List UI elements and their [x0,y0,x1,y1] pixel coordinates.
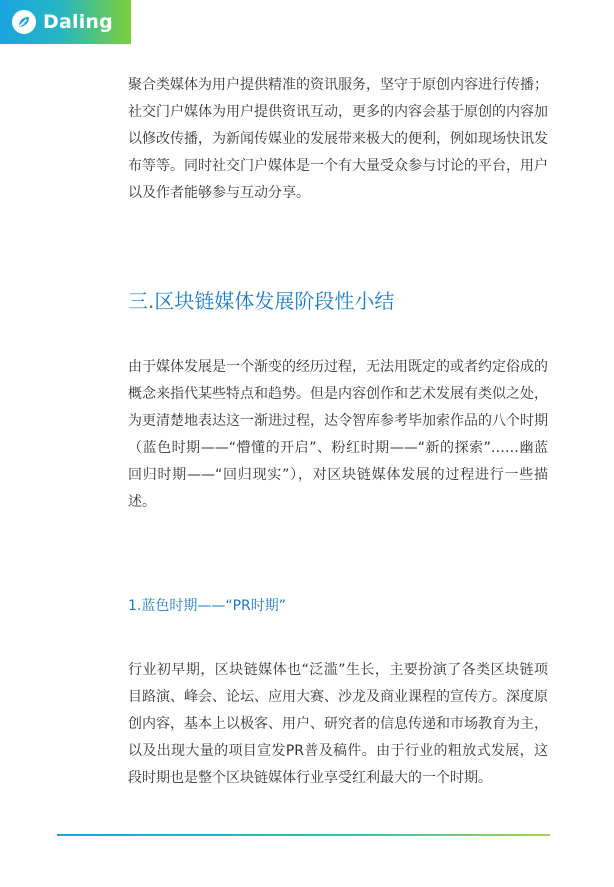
leaf-icon [12,10,36,34]
paragraph-pr-period: 行业初早期，区块链媒体也“泛滥”生长，主要扮演了各类区块链项目路演、峰会、论坛、应用大赛、沙龙及商业课程的宣传方。深度原创内容，基本上以极客、用户、研究者的信息传递和市场教育为主，以及出现大量的项目宣发PR普及稿件。由于行业的粗放式发展，这段时期也是整个区块链媒体行业享受红利最大的一个时期。 [128,662,548,786]
brand-name: Daling [43,11,113,33]
paragraph-social-media: 聚合类媒体为用户提供精准的资讯服务，坚守于原创内容进行传播；社交门户媒体为用户提供资讯互动，更多的内容会基于原创的内容加以修改传播，为新闻传媒业的发展带来极大的便利，例如现场快讯发布等等。同时社交门户媒体是一个有大量受众参与讨论的平台，用户以及作者能够参与互动分享。 [128,77,548,201]
subsection-heading: 1.蓝色时期——“PR时期” [128,598,287,614]
section-heading: 三.区块链媒体发展阶段性小结 [128,289,395,313]
brand-logo [0,0,131,44]
paragraph-stages-intro: 由于媒体发展是一个渐变的经历过程，无法用既定的或者约定俗成的概念来指代某些特点和趋势。但是内容创作和艺术发展有类似之处，为更清楚地表达这一渐进过程，达令智库参考毕加索作品的八个时期（蓝色时期——“懵懂的开启”、粉红时期——“新的探索”……幽蓝回归时期——“回归现实”），对区块链媒体发展的过程进行一些描述。 [128,359,548,510]
footer-divider [57,834,550,836]
